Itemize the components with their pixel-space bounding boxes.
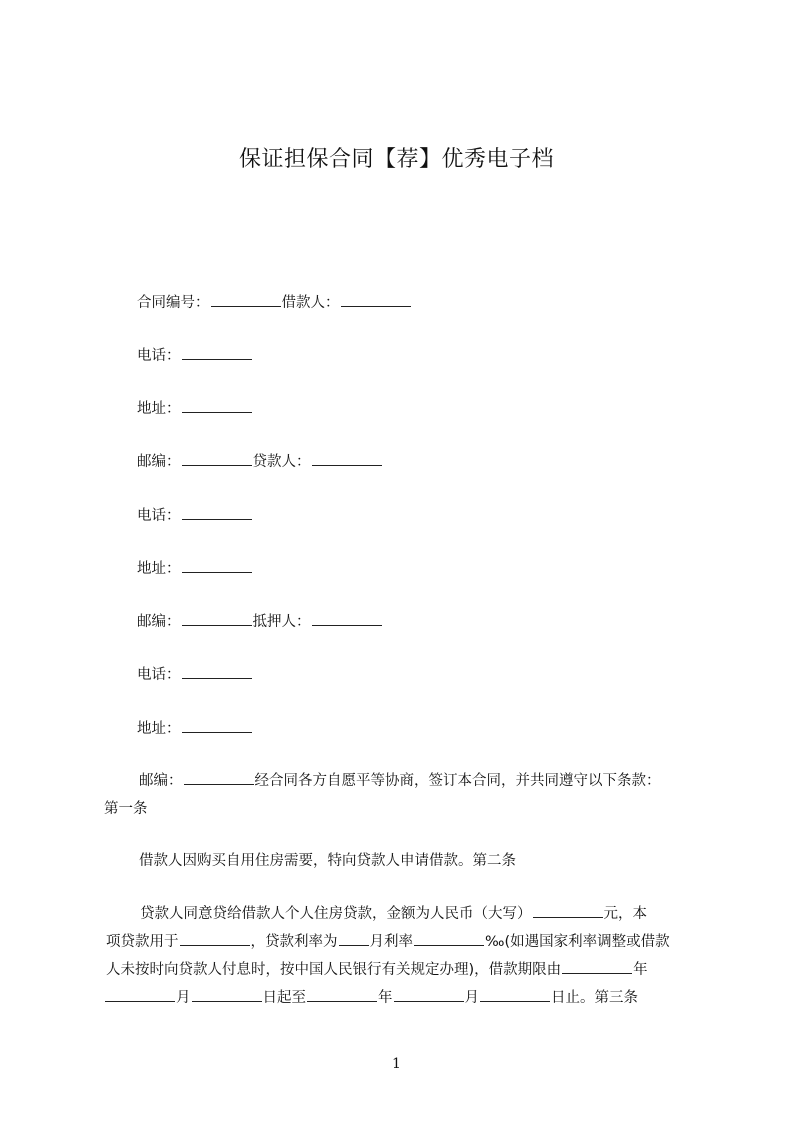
- blank-field[interactable]: [182, 559, 252, 573]
- loan-purpose-label: 项贷款用于: [106, 934, 179, 950]
- lender-address-line: [137, 559, 253, 578]
- blank-field[interactable]: [184, 771, 254, 785]
- blank-field[interactable]: [182, 506, 252, 520]
- purpose-text: 借款人因购买自用住房需要，特向贷款人申请借款。第二条: [139, 853, 516, 869]
- purpose-paragraph: [104, 847, 700, 875]
- borrower-address-line: [137, 399, 253, 418]
- month-label: 月: [176, 990, 191, 1006]
- blank-field[interactable]: [312, 612, 382, 626]
- blank-field[interactable]: [182, 346, 252, 360]
- blank-field[interactable]: [182, 665, 252, 679]
- blank-field[interactable]: [182, 452, 252, 466]
- borrower-label: 借款人：: [281, 295, 340, 311]
- mortgagor-label: 抵押人：: [252, 614, 311, 630]
- borrower-phone-line: [137, 346, 253, 365]
- blank-field[interactable]: [180, 932, 250, 946]
- postcode-label: 邮编：: [137, 454, 181, 470]
- phone-label: 电话：: [137, 508, 181, 524]
- postcode-label: 邮编：: [137, 614, 181, 630]
- address-label: 地址：: [137, 561, 181, 577]
- agreement-paragraph: [104, 767, 700, 823]
- page-number: 1: [392, 1056, 401, 1072]
- mortgagor-phone-line: [137, 665, 253, 684]
- postcode-mortgagor-line: [137, 612, 383, 631]
- address-label: 地址：: [137, 721, 181, 737]
- year-label: 年: [378, 990, 393, 1006]
- blank-field[interactable]: [312, 452, 382, 466]
- loan-amount-text: 贷款人同意贷给借款人个人住房贷款，金额为人民币（大写）: [140, 906, 532, 922]
- blank-field[interactable]: [339, 932, 369, 946]
- blank-field[interactable]: [341, 293, 411, 307]
- loan-term-text: 人未按时向贷款人付息时，按中国人民银行有关规定办理)，借款期限由: [106, 962, 562, 978]
- month-label: 月: [464, 990, 479, 1006]
- blank-field[interactable]: [562, 960, 632, 974]
- year-label: 年: [633, 962, 648, 978]
- day-until-text: 日止。第三条: [551, 990, 638, 1006]
- contract-no-borrower-line: [137, 293, 412, 312]
- day-from-label: 日起至: [262, 990, 306, 1006]
- loan-terms-paragraph: [104, 900, 700, 1012]
- blank-field[interactable]: [414, 932, 484, 946]
- document-title: 保证担保合同【荐】优秀电子档: [238, 147, 554, 172]
- monthly-rate-label: 月利率: [369, 934, 413, 950]
- postcode-label: 邮编：: [139, 773, 183, 789]
- blank-field[interactable]: [182, 399, 252, 413]
- rate-note-text: ‰(如遇国家利率调整或借款: [485, 934, 670, 950]
- lender-label: 贷款人：: [252, 454, 311, 470]
- address-label: 地址：: [137, 401, 181, 417]
- blank-field[interactable]: [105, 988, 175, 1002]
- mortgagor-address-line: [137, 719, 253, 738]
- blank-field[interactable]: [394, 988, 464, 1002]
- blank-field[interactable]: [533, 904, 603, 918]
- contract-no-label: 合同编号：: [137, 295, 210, 311]
- agreement-text: 经合同各方自愿平等协商，签订本合同，并共同遵守以下条款：: [254, 773, 661, 789]
- blank-field[interactable]: [192, 988, 262, 1002]
- phone-label: 电话：: [137, 348, 181, 364]
- lender-phone-line: [137, 506, 253, 525]
- article-heading: 第一条: [104, 801, 148, 817]
- phone-label: 电话：: [137, 667, 181, 683]
- loan-unit-text: 元，本: [603, 906, 647, 922]
- blank-field[interactable]: [480, 988, 550, 1002]
- interest-rate-label: ，贷款利率为: [250, 934, 338, 950]
- blank-field[interactable]: [211, 293, 281, 307]
- blank-field[interactable]: [307, 988, 377, 1002]
- blank-field[interactable]: [182, 612, 252, 626]
- blank-field[interactable]: [182, 719, 252, 733]
- postcode-lender-line: [137, 452, 383, 471]
